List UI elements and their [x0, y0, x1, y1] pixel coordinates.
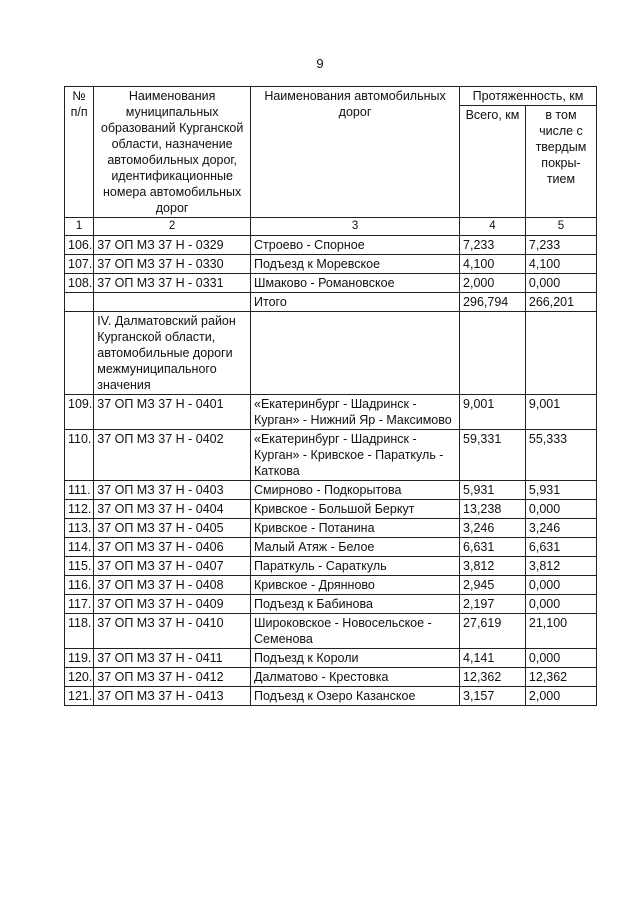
road-name: Широковское - Новосельское - Семенова: [251, 614, 460, 649]
row-number: 111.: [65, 481, 94, 500]
row-number: 106.: [65, 236, 94, 255]
road-id: 37 ОП МЗ 37 Н - 0402: [94, 430, 251, 481]
length-hard-surface: 6,631: [525, 538, 596, 557]
length-hard-surface: 0,000: [525, 649, 596, 668]
length-hard-surface: 0,000: [525, 576, 596, 595]
road-name: Кривское - Большой Беркут: [251, 500, 460, 519]
table-row: [65, 557, 597, 576]
row-number: 118.: [65, 614, 94, 649]
length-total: 2,945: [460, 576, 526, 595]
section-title: IV. Далматовский район Курганской области, автомобильные дороги межмуниципального значения: [94, 312, 251, 395]
length-total: 7,233: [460, 236, 526, 255]
road-id: 37 ОП МЗ 37 Н - 0410: [94, 614, 251, 649]
length-hard-surface: 7,233: [525, 236, 596, 255]
total-hard-value: 266,201: [525, 293, 596, 312]
road-id: 37 ОП МЗ 37 Н - 0411: [94, 649, 251, 668]
row-number: 113.: [65, 519, 94, 538]
row-number: 109.: [65, 395, 94, 430]
length-hard-surface: 0,000: [525, 595, 596, 614]
road-id: 37 ОП МЗ 37 Н - 0413: [94, 687, 251, 706]
length-total: 9,001: [460, 395, 526, 430]
road-name: Шмаково - Романовское: [251, 274, 460, 293]
table-row: [65, 255, 597, 274]
header-road-name: Наименования автомобильных дорог: [251, 87, 460, 218]
row-number: 121.: [65, 687, 94, 706]
row-number: 114.: [65, 538, 94, 557]
table-row: [65, 687, 597, 706]
table-row: [65, 519, 597, 538]
table-row: [65, 614, 597, 649]
length-hard-surface: 3,246: [525, 519, 596, 538]
row-number: 108.: [65, 274, 94, 293]
length-hard-surface: 21,100: [525, 614, 596, 649]
length-total: 3,157: [460, 687, 526, 706]
length-hard-surface: 0,000: [525, 274, 596, 293]
length-total: 59,331: [460, 430, 526, 481]
road-id: 37 ОП МЗ 37 Н - 0331: [94, 274, 251, 293]
road-name: «Екатеринбург - Шадринск - Курган» - Кривское - Параткуль - Каткова: [251, 430, 460, 481]
road-id: 37 ОП МЗ 37 Н - 0406: [94, 538, 251, 557]
length-total: 3,246: [460, 519, 526, 538]
total-row: [65, 293, 597, 312]
length-total: 12,362: [460, 668, 526, 687]
length-hard-surface: 4,100: [525, 255, 596, 274]
section-row: [65, 312, 597, 395]
length-hard-surface: 2,000: [525, 687, 596, 706]
column-index-row: [65, 218, 597, 236]
length-hard-surface: 9,001: [525, 395, 596, 430]
row-number: 120.: [65, 668, 94, 687]
road-id: 37 ОП МЗ 37 Н - 0404: [94, 500, 251, 519]
length-total: 4,100: [460, 255, 526, 274]
length-hard-surface: 5,931: [525, 481, 596, 500]
table-header: [65, 87, 597, 236]
table-row: [65, 274, 597, 293]
rows-group-b: [65, 395, 597, 706]
row-number: 110.: [65, 430, 94, 481]
header-number: № п/п: [65, 87, 94, 218]
total-group: [65, 293, 597, 395]
road-name: Подъезд к Бабинова: [251, 595, 460, 614]
rows-group-a: [65, 236, 597, 293]
road-id: 37 ОП МЗ 37 Н - 0412: [94, 668, 251, 687]
roads-table: [64, 86, 597, 706]
row-number: 107.: [65, 255, 94, 274]
column-index: 2: [94, 218, 251, 236]
road-name: Подъезд к Озеро Казанское: [251, 687, 460, 706]
length-total: 27,619: [460, 614, 526, 649]
column-index: 1: [65, 218, 94, 236]
length-total: 13,238: [460, 500, 526, 519]
road-id: 37 ОП МЗ 37 Н - 0403: [94, 481, 251, 500]
length-hard-surface: 12,362: [525, 668, 596, 687]
table-row: [65, 576, 597, 595]
road-name: Смирново - Подкорытова: [251, 481, 460, 500]
road-id: 37 ОП МЗ 37 Н - 0408: [94, 576, 251, 595]
road-id: 37 ОП МЗ 37 Н - 0407: [94, 557, 251, 576]
road-id: 37 ОП МЗ 37 Н - 0329: [94, 236, 251, 255]
table-row: [65, 500, 597, 519]
table-row: [65, 668, 597, 687]
road-name: «Екатеринбург - Шадринск - Курган» - Нижний Яр - Максимово: [251, 395, 460, 430]
column-index: 4: [460, 218, 526, 236]
page-number: 9: [316, 56, 324, 71]
column-index: 5: [525, 218, 596, 236]
row-number: 117.: [65, 595, 94, 614]
road-name: Кривское - Потанина: [251, 519, 460, 538]
row-number: 116.: [65, 576, 94, 595]
length-hard-surface: 3,812: [525, 557, 596, 576]
column-index: 3: [251, 218, 460, 236]
header-hard-surface: в том числе с твердым покры-тием: [525, 106, 596, 218]
road-name: Кривское - Дрянново: [251, 576, 460, 595]
table-row: [65, 430, 597, 481]
length-total: 4,141: [460, 649, 526, 668]
table-row: [65, 395, 597, 430]
table-row: [65, 649, 597, 668]
table-row: [65, 236, 597, 255]
length-total: 2,000: [460, 274, 526, 293]
road-id: 37 ОП МЗ 37 Н - 0405: [94, 519, 251, 538]
row-number: 112.: [65, 500, 94, 519]
road-name: Подъезд к Моревское: [251, 255, 460, 274]
length-total: 6,631: [460, 538, 526, 557]
table-row: [65, 538, 597, 557]
row-number: 115.: [65, 557, 94, 576]
road-name: Подъезд к Короли: [251, 649, 460, 668]
road-name: Далматово - Крестовка: [251, 668, 460, 687]
length-hard-surface: 0,000: [525, 500, 596, 519]
road-name: Малый Атяж - Белое: [251, 538, 460, 557]
table-row: [65, 481, 597, 500]
length-total: 2,197: [460, 595, 526, 614]
length-hard-surface: 55,333: [525, 430, 596, 481]
length-total: 3,812: [460, 557, 526, 576]
length-total: 5,931: [460, 481, 526, 500]
total-value: 296,794: [460, 293, 526, 312]
road-id: 37 ОП МЗ 37 Н - 0409: [94, 595, 251, 614]
table-row: [65, 595, 597, 614]
total-label: Итого: [251, 293, 460, 312]
header-total: Всего, км: [460, 106, 526, 218]
header-municipality: Наименования муниципальных образований Курганской области, назначение автомобильных дорог, идентификационные номера автомобильных дорог: [94, 87, 251, 218]
road-id: 37 ОП МЗ 37 Н - 0401: [94, 395, 251, 430]
road-name: Параткуль - Сараткуль: [251, 557, 460, 576]
header-length-group: Протяженность, км: [460, 87, 597, 106]
road-id: 37 ОП МЗ 37 Н - 0330: [94, 255, 251, 274]
row-number: 119.: [65, 649, 94, 668]
road-name: Строево - Спорное: [251, 236, 460, 255]
